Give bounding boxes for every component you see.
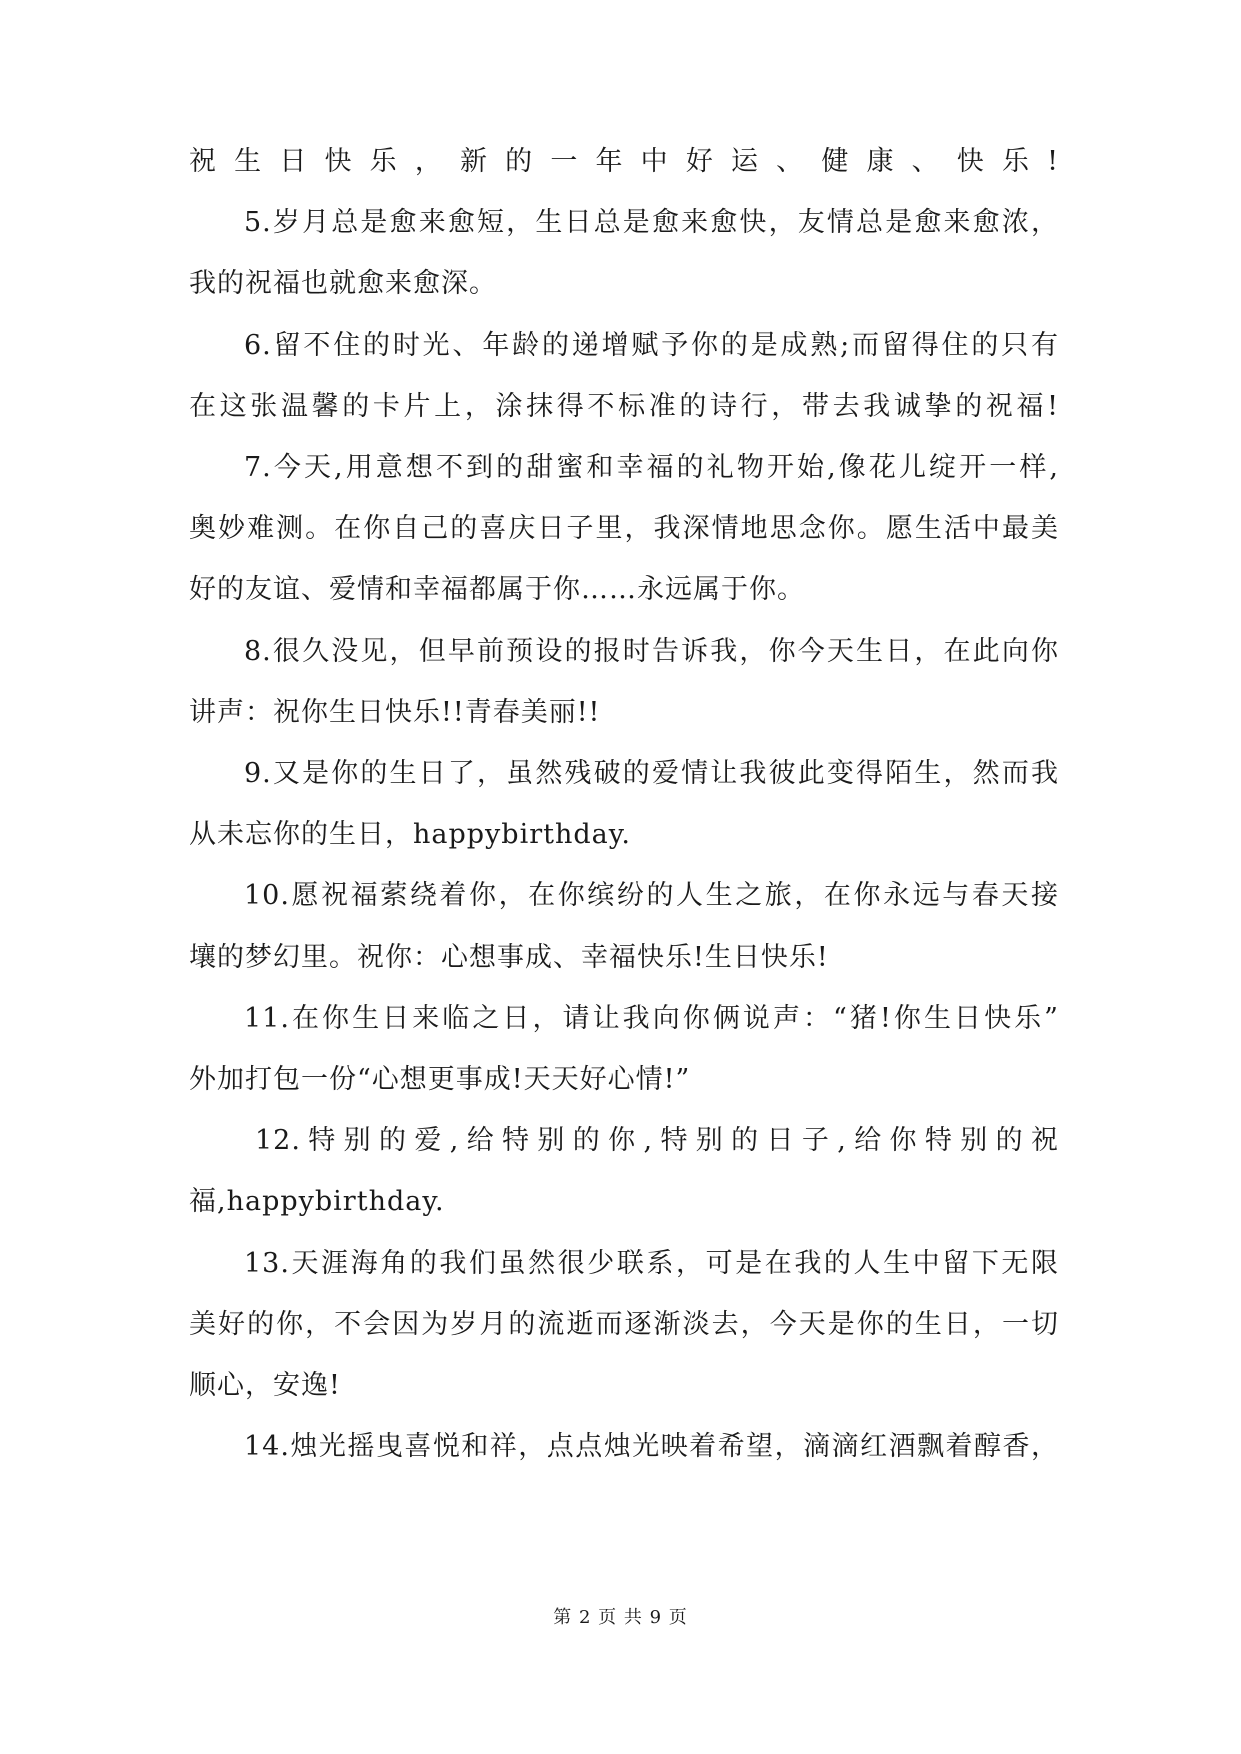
paragraph-7-line-1: 7.今天,用意想不到的甜蜜和幸福的礼物开始,像花儿绽开一样, [244,452,1059,483]
paragraph-12-line-1: 12.特别的爱,给特别的你,特别的日子,给你特别的祝 [255,1125,1059,1156]
paragraph-6-line-1: 6.留不住的时光、年龄的递增赋予你的是成熟;而留得住的只有 [244,330,1059,361]
paragraph-13-line-1: 13.天涯海角的我们虽然很少联系，可是在我的人生中留下无限 [244,1248,1059,1279]
paragraph-8-line-1: 8.很久没见，但早前预设的报时告诉我，你今天生日，在此向你 [244,636,1059,667]
paragraph-5-line-2: 我的祝福也就愈来愈深。 [189,268,497,299]
paragraph-13-line-2: 美好的你，不会因为岁月的流逝而逐渐淡去，今天是你的生日，一切 [189,1309,1059,1340]
paragraph-9-line-2: 从未忘你的生日，happybirthday. [189,819,632,850]
paragraph-12-line-2: 福,happybirthday. [189,1186,445,1217]
text-line: 祝生日快乐，新的一年中好运、健康、快乐! [189,146,1059,177]
paragraph-7-line-2: 奥妙难测。在你自己的喜庆日子里，我深情地思念你。愿生活中最美 [189,513,1059,544]
paragraph-7-line-3: 好的友谊、爱情和幸福都属于你……永远属于你。 [189,574,805,605]
paragraph-11-line-1: 11.在你生日来临之日，请让我向你俩说声：“猪!你生日快乐” [244,1003,1059,1034]
paragraph-13-line-3: 顺心，安逸! [189,1370,341,1401]
page-footer: 第 2 页 共 9 页 [553,1607,688,1628]
paragraph-5-line-1: 5.岁月总是愈来愈短，生日总是愈来愈快，友情总是愈来愈浓， [244,207,1059,238]
paragraph-11-line-2: 外加打包一份“心想更事成!天天好心情!” [189,1064,691,1095]
paragraph-8-line-2: 讲声：祝你生日快乐!!青春美丽!! [189,697,601,728]
paragraph-14-line-1: 14.烛光摇曳喜悦和祥，点点烛光映着希望，滴滴红酒飘着醇香， [244,1431,1059,1462]
paragraph-10-line-2: 壤的梦幻里。祝你：心想事成、幸福快乐!生日快乐! [189,942,829,973]
paragraph-9-line-1: 9.又是你的生日了，虽然残破的爱情让我彼此变得陌生，然而我 [244,758,1059,789]
paragraph-6-line-2: 在这张温馨的卡片上，涂抹得不标准的诗行，带去我诚挚的祝福! [189,391,1059,422]
paragraph-10-line-1: 10.愿祝福萦绕着你，在你缤纷的人生之旅，在你永远与春天接 [244,880,1059,911]
